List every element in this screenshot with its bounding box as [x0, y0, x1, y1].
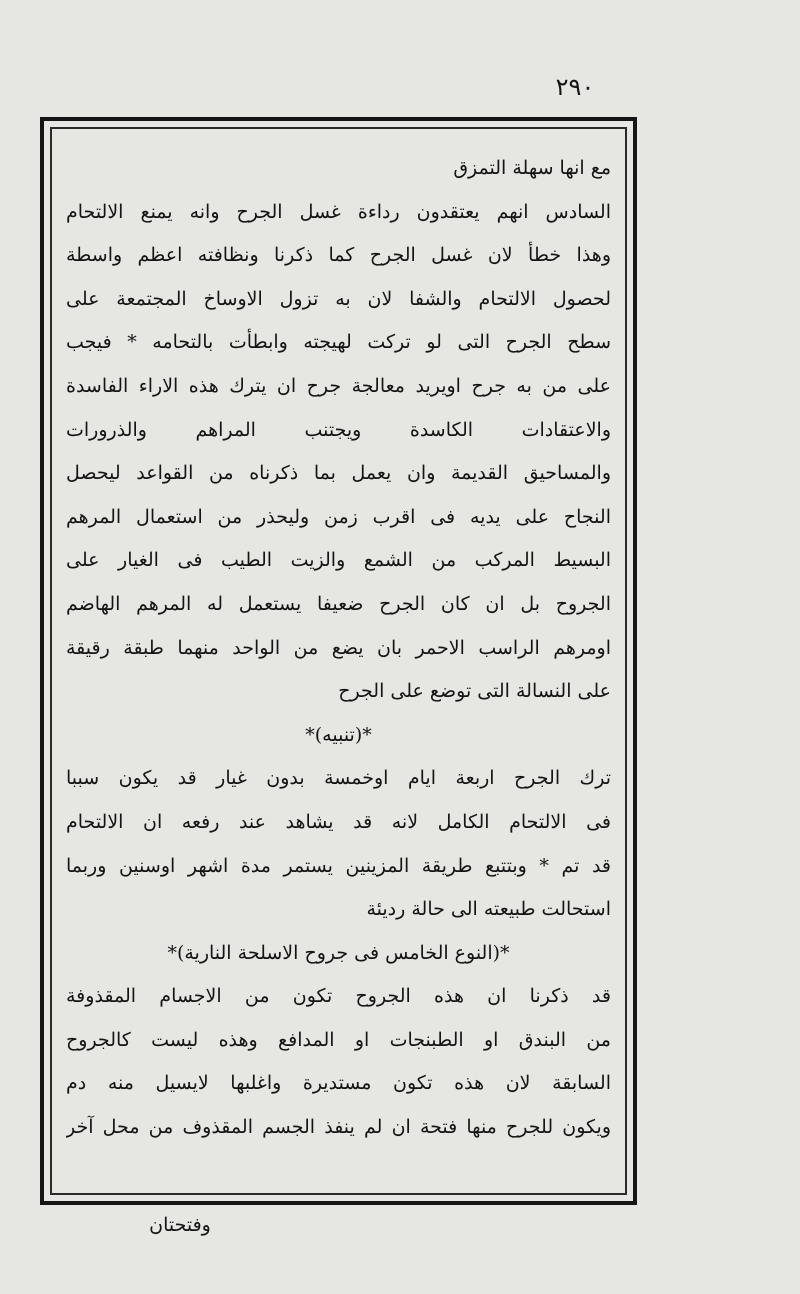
- text-block: [66, 147, 611, 1183]
- text-line: استحالت طبيعته الى حالة رديئة: [366, 898, 611, 921]
- text-line: قد تم * وبتتبع طريقة المزينين يستمر مدة اشهر اوسنين وربما: [66, 854, 611, 877]
- text-line: على من به جرح اويريد معالجة جرح ان يترك هذه الاراء الفاسدة: [66, 374, 611, 397]
- text-line: البسيط المركب من الشمع والزيت الطيب فى الغيار على: [66, 549, 611, 572]
- text-line: النجاح على يديه فى اقرب زمن وليحذر من استعمال المرهم: [66, 505, 611, 528]
- text-line: ترك الجرح اربعة ايام اوخمسة بدون غيار قد يكون سببا: [66, 767, 611, 790]
- text-line: لحصول الالتحام والشفا لان به تزول الاوساخ المجتمعة على: [66, 287, 611, 310]
- page-border: [40, 117, 637, 1205]
- text-line: والاعتقادات الكاسدة ويجتنب المراهم والذرورات: [66, 418, 611, 441]
- section-heading: *(تنبيه)*: [305, 723, 372, 746]
- text-line: على النسالة التى توضع على الجرح: [338, 680, 611, 703]
- text-line: اومرهم الراسب الاحمر بان يضع من الواحد منهما طبقة رقيقة: [66, 636, 611, 659]
- text-line: مع انها سهلة التمزق: [453, 157, 611, 179]
- page-inner-border: [50, 127, 627, 1195]
- text-line: السابقة لان هذه تكون مستديرة واغلبها لايسيل منه دم: [66, 1072, 611, 1095]
- catchword: وفتحتان: [149, 1214, 211, 1236]
- page-number: ٢٩٠: [555, 73, 595, 101]
- text-line: وهذا خطأ لان غسل الجرح كما ذكرنا ونظافته اعظم واسطة: [66, 244, 611, 267]
- text-line: السادس انهم يعتقدون رداءة غسل الجرح وانه يمنع الالتحام: [66, 200, 611, 223]
- text-line: والمساحيق القديمة وان يعمل بما ذكرناه من القواعد ليحصل: [66, 462, 611, 485]
- text-line: الجروح بل ان كان الجرح ضعيفا يستعمل له المرهم الهاضم: [66, 592, 611, 615]
- text-line: سطح الجرح التى لو تركت لهيجته وابطأت بالتحامه * فيجب: [66, 331, 611, 354]
- text-line: ويكون للجرح منها فتحة ان لم ينفذ الجسم المقذوف من محل آخر: [66, 1116, 611, 1139]
- text-line: من البندق او الطبنجات او المدافع وهذه ليست كالجروح: [66, 1028, 611, 1051]
- section-heading: *(النوع الخامس فى جروح الاسلحة النارية)*: [167, 941, 510, 964]
- text-line: فى الالتحام الكامل لانه قد يشاهد عند رفعه ان الالتحام: [66, 810, 611, 833]
- text-line: قد ذكرنا ان هذه الجروح تكون من الاجسام المقذوفة: [66, 985, 611, 1008]
